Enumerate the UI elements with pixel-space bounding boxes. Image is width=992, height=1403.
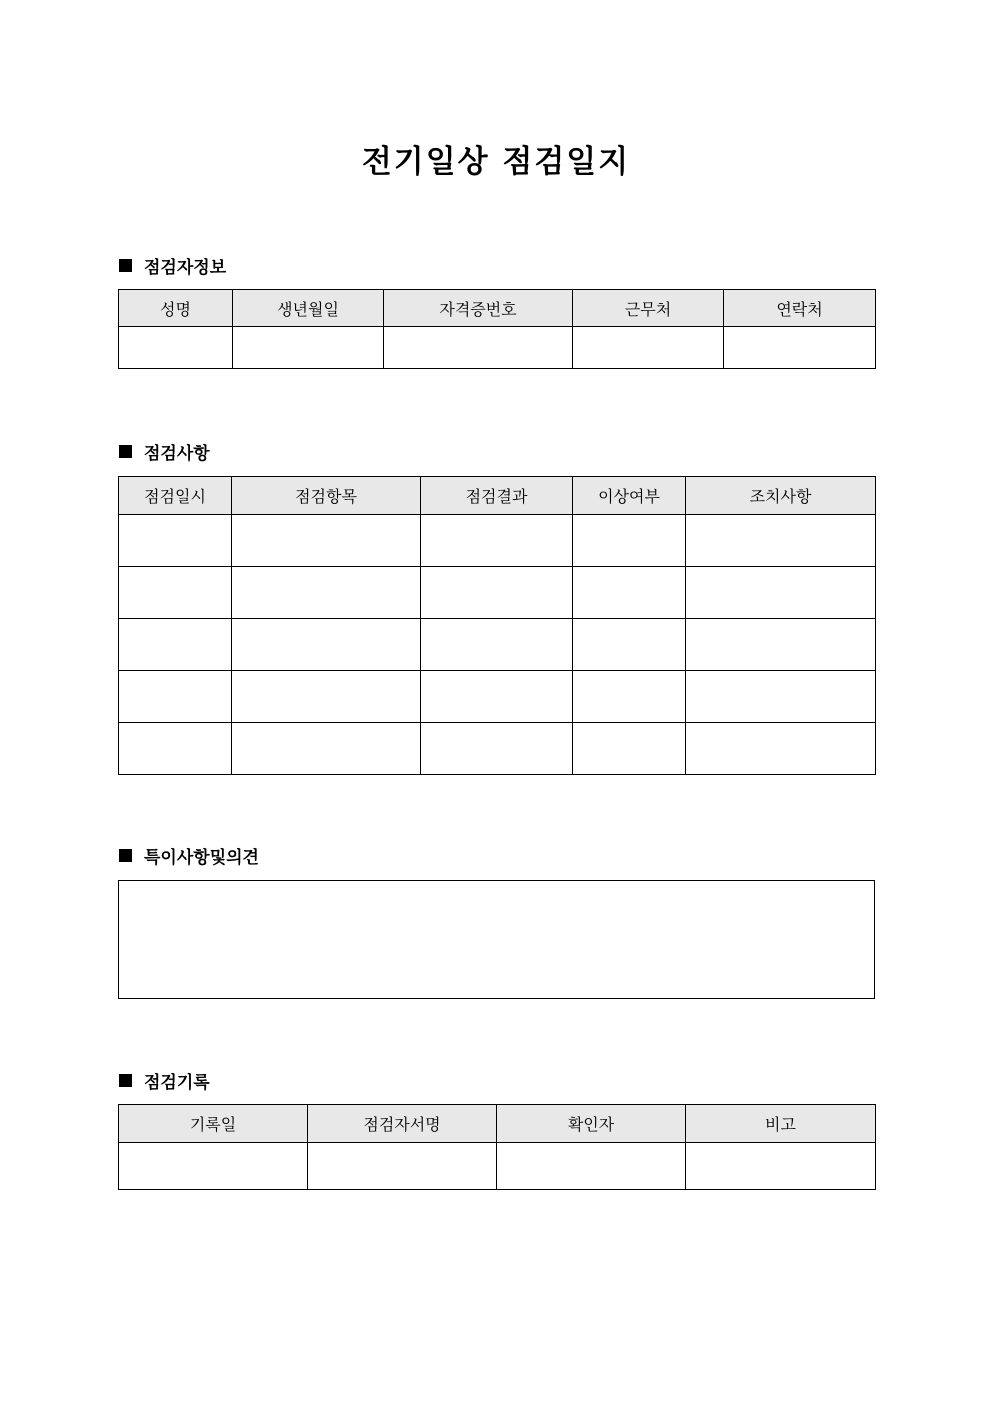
action-taken-cell[interactable] bbox=[686, 723, 876, 775]
inspection-items-table bbox=[118, 476, 876, 775]
abnormality-cell[interactable] bbox=[573, 723, 686, 775]
table-row bbox=[119, 515, 876, 567]
square-bullet-icon bbox=[119, 259, 132, 272]
birthdate-field[interactable] bbox=[233, 327, 384, 369]
inspection-result-cell[interactable] bbox=[421, 567, 573, 619]
inspector-info-table bbox=[118, 289, 876, 369]
column-header-inspection-item: 점검항목 bbox=[232, 477, 421, 515]
inspection-datetime-cell[interactable] bbox=[119, 619, 232, 671]
inspection-item-cell[interactable] bbox=[232, 671, 421, 723]
page-title: 전기일상 점검일지 bbox=[361, 144, 631, 180]
table-header-row bbox=[119, 290, 876, 327]
table-header-row bbox=[119, 1105, 876, 1143]
action-taken-cell[interactable] bbox=[686, 671, 876, 723]
section-heading-label: 특이사항및의견 bbox=[144, 847, 259, 868]
confirmer-field[interactable] bbox=[497, 1143, 686, 1190]
section-heading-label: 점검기록 bbox=[144, 1072, 210, 1093]
inspection-datetime-cell[interactable] bbox=[119, 515, 232, 567]
column-header-inspection-datetime: 점검일시 bbox=[119, 477, 232, 515]
table-row bbox=[119, 723, 876, 775]
section-heading-label: 점검사항 bbox=[144, 443, 210, 464]
notes-field[interactable] bbox=[686, 1143, 876, 1190]
table-row bbox=[119, 567, 876, 619]
inspection-result-cell[interactable] bbox=[421, 723, 573, 775]
section-heading-inspection-items bbox=[119, 440, 210, 462]
inspection-record-table bbox=[118, 1104, 876, 1190]
action-taken-cell[interactable] bbox=[686, 515, 876, 567]
abnormality-cell[interactable] bbox=[573, 619, 686, 671]
section-heading-remarks bbox=[119, 844, 259, 866]
column-header-notes: 비고 bbox=[686, 1105, 876, 1143]
column-header-birthdate: 생년월일 bbox=[233, 290, 384, 327]
abnormality-cell[interactable] bbox=[573, 515, 686, 567]
inspector-signature-field[interactable] bbox=[308, 1143, 497, 1190]
abnormality-cell[interactable] bbox=[573, 671, 686, 723]
column-header-inspection-result: 점검결과 bbox=[421, 477, 573, 515]
inspection-item-cell[interactable] bbox=[232, 723, 421, 775]
workplace-field[interactable] bbox=[573, 327, 724, 369]
inspection-result-cell[interactable] bbox=[421, 515, 573, 567]
inspection-result-cell[interactable] bbox=[421, 619, 573, 671]
column-header-workplace: 근무처 bbox=[573, 290, 724, 327]
table-header-row bbox=[119, 477, 876, 515]
inspection-item-cell[interactable] bbox=[232, 567, 421, 619]
column-header-record-date: 기록일 bbox=[119, 1105, 308, 1143]
inspection-datetime-cell[interactable] bbox=[119, 723, 232, 775]
column-header-name: 성명 bbox=[119, 290, 233, 327]
column-header-abnormality: 이상여부 bbox=[573, 477, 686, 515]
section-heading-inspector-info bbox=[119, 254, 226, 276]
remarks-textarea[interactable] bbox=[118, 880, 875, 999]
contact-field[interactable] bbox=[724, 327, 876, 369]
column-header-license-number: 자격증번호 bbox=[384, 290, 573, 327]
inspection-datetime-cell[interactable] bbox=[119, 671, 232, 723]
name-field[interactable] bbox=[119, 327, 233, 369]
table-row bbox=[119, 619, 876, 671]
inspection-result-cell[interactable] bbox=[421, 671, 573, 723]
table-row bbox=[119, 327, 876, 369]
square-bullet-icon bbox=[119, 445, 132, 458]
action-taken-cell[interactable] bbox=[686, 567, 876, 619]
record-date-field[interactable] bbox=[119, 1143, 308, 1190]
inspection-datetime-cell[interactable] bbox=[119, 567, 232, 619]
table-row bbox=[119, 671, 876, 723]
section-heading-inspection-record bbox=[119, 1069, 210, 1091]
column-header-action-taken: 조치사항 bbox=[686, 477, 876, 515]
license-number-field[interactable] bbox=[384, 327, 573, 369]
action-taken-cell[interactable] bbox=[686, 619, 876, 671]
inspection-item-cell[interactable] bbox=[232, 619, 421, 671]
column-header-contact: 연락처 bbox=[724, 290, 876, 327]
inspection-item-cell[interactable] bbox=[232, 515, 421, 567]
table-row bbox=[119, 1143, 876, 1190]
square-bullet-icon bbox=[119, 849, 132, 862]
column-header-confirmer: 확인자 bbox=[497, 1105, 686, 1143]
square-bullet-icon bbox=[119, 1074, 132, 1087]
column-header-inspector-signature: 점검자서명 bbox=[308, 1105, 497, 1143]
section-heading-label: 점검자정보 bbox=[144, 257, 227, 278]
abnormality-cell[interactable] bbox=[573, 567, 686, 619]
